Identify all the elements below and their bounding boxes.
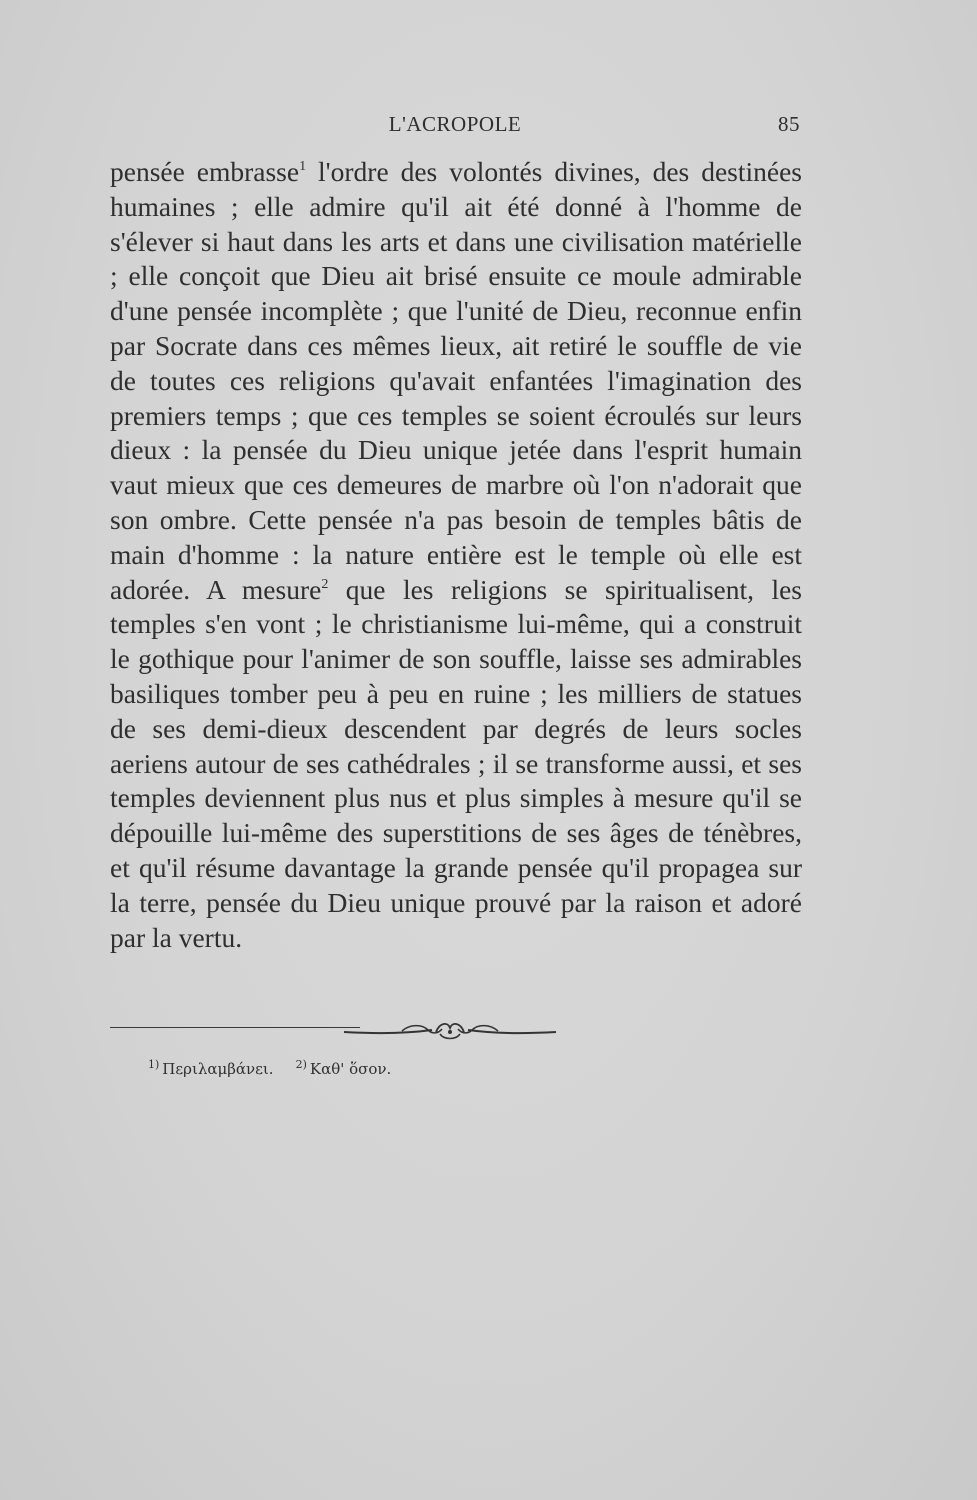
- footnote-1: [148, 1060, 274, 1078]
- footnote-rule: [110, 1027, 360, 1028]
- running-title: L'ACROPOLE: [388, 112, 522, 136]
- footnote-marker-2: 2): [295, 1058, 307, 1071]
- body-text-part-2: l'ordre des volontés divines, des destinées humaines ; elle admire qu'il ait été donné à l'homme de s'élever si haut dans les arts et dans une civilisation matérielle ; elle conçoit que Dieu ait brisé ensuite ce moule admirable d'une pensée incomplète ; que l'unité de Dieu, reconnue enfin par Socrate dans ces mêmes lieux, ait retiré le souffle de vie de toutes ces religions qu'avait enfantées l'imagination des premiers temps ; que ces temples se soient écroulés sur leurs dieux : la pensée du Dieu unique jetée dans l'esprit humain vaut mieux que ces demeures de marbre où l'on n'adorait que son ombre. Cette pensée n'a pas besoin de temples bâtis de main d'homme : la nature entière est le temple où elle est adorée. A mesure: [110, 156, 802, 605]
- footnote-2: [296, 1060, 392, 1078]
- fleuron-ornament-icon: [340, 1018, 560, 1044]
- running-head: [110, 112, 800, 140]
- footnotes: [148, 1058, 391, 1078]
- body-paragraph: [110, 155, 802, 955]
- body-text-part-3: que les religions se spiritualisent, les temples s'en vont ; le christianisme lui-même, qui a construit le gothique pour l'animer de son souffle, laisse ses admirables basiliques tomber peu à peu en ruine ; les milliers de statues de ses demi-dieux descendent par degrés de leurs socles aeriens autour de ses cathédrales ; il se transforme aussi, et ses temples deviennent plus nus et plus simples à mesure qu'il se dépouille lui-même des superstitions de ses âges de ténèbres, et qu'il résume davantage la grande pensée qu'il propagea sur la terre, pensée du Dieu unique prouvé par la raison et adoré par la vertu.: [110, 573, 803, 953]
- footnote-reference-2: 2: [321, 576, 329, 592]
- footnote-marker-1: 1): [148, 1058, 160, 1071]
- footnote-text-1: Περιλαμβάνει.: [162, 1060, 274, 1078]
- page-number: 85: [778, 112, 800, 136]
- body-text-part-1: pensée embrasse: [110, 156, 300, 187]
- footnote-text-2: Καθ' ὅσον.: [309, 1060, 392, 1078]
- footnote-reference-1: 1: [299, 159, 307, 174]
